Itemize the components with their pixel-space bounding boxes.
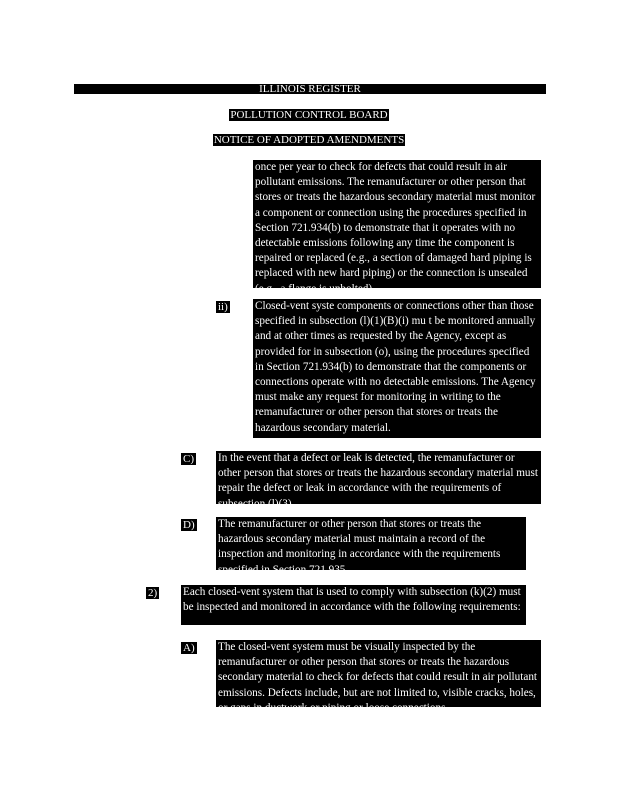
register-title: ILLINOIS REGISTER [259,84,361,94]
paragraph-A: The closed-vent system must be visually inspected by the remanufacturer or other person that stores or treats the hazardous secondary material to check for defects that could result in air pollutant emissions. Defects include, but are not limited to, visible cracks, holes, or gaps in ductwork or piping or loose connections. [216,640,541,707]
paragraph-marker-D: D) [183,519,195,531]
notice-title: NOTICE OF ADOPTED AMENDMENTS [213,134,405,146]
paragraph-D: The remanufacturer or other person that stores or treats the hazardous secondary material must maintain a record of the inspection and monitoring in accordance with the requirements specified in Section 721.935. [216,517,526,570]
notice-title-line [0,134,618,146]
paragraph-C: In the event that a defect or leak is detected, the remanufacturer or other person that stores or treats the hazardous secondary material must repair the defect or leak in accordance with the requirements of subsection (l)(3). [216,451,541,504]
paragraph-marker-ii: ii) [218,301,228,313]
register-header-bar [74,84,546,94]
paragraph-2: Each closed-vent system that is used to comply with subsection (k)(2) must be inspected and monitored in accordance with the following requirements: [181,585,526,625]
paragraph-continuation: once per year to check for defects that could result in air pollutant emissions. The remanufacturer or other person that stores or treats the hazardous secondary material must monitor a component or connection using the procedures specified in Section 721.934(b) to demonstrate that it operates with no detectable emissions following any time the component is repaired or replaced (e.g., a section of damaged hard piping is replaced with new hard piping) or the connection is unsealed (e.g., a flange is unbolted). [253,160,541,288]
paragraph-marker-2: 2) [148,587,158,599]
board-title-line [0,109,618,121]
paragraph-marker-A: A) [183,642,195,654]
paragraph-ii: Closed-vent syste components or connections other than those specified in subsection (l)(1)(B)(i) mu t be monitored annually and at other times as requested by the Agency, except as provided for in subsection (o), using the procedures specified in Section 721.934(b) to demonstrate that the components or connections operate with no detectable emissions. The Agency must make any request for monitoring in writing to the remanufacturer or other person that stores or treats the hazardous secondary material. [253,299,541,438]
board-title: POLLUTION CONTROL BOARD [230,109,388,121]
paragraph-marker-C: C) [183,453,194,465]
